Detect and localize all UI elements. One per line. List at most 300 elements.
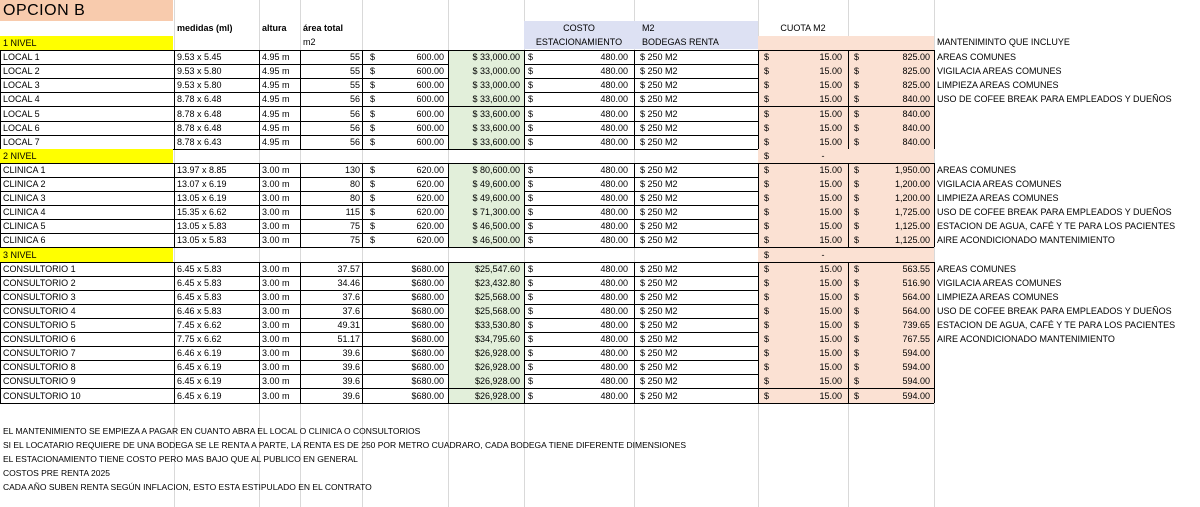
- unit-bodega-renta: $ 250 M2: [640, 179, 678, 189]
- unit-bodega-renta: $ 250 M2: [640, 108, 678, 119]
- mant-incluye-item: USO DE COFEE BREAK PARA EMPLEADOS Y DUEÑOS: [937, 305, 1172, 316]
- currency-symbol: $: [528, 376, 534, 387]
- unit-estacionamiento: 480.00: [600, 221, 628, 232]
- column-border: [448, 262, 449, 403]
- unit-precio-m2: 600.00: [416, 80, 444, 91]
- unit-estacionamiento: 480.00: [600, 348, 628, 359]
- unit-name: CLINICA 4: [3, 207, 46, 218]
- currency-symbol: $: [370, 136, 376, 147]
- unit-renta: $ 49,600.00: [472, 179, 520, 189]
- currency-symbol: $: [370, 193, 376, 204]
- unit-estacionamiento: 480.00: [600, 263, 628, 274]
- header-m2: m2: [303, 37, 316, 47]
- header-medidas: medidas (ml): [177, 23, 233, 33]
- unit-altura: 3.00 m: [262, 221, 290, 232]
- unit-medidas: 6.45 x 6.19: [177, 390, 222, 401]
- unit-precio-m2: 600.00: [416, 136, 444, 147]
- unit-medidas: 9.53 x 5.45: [177, 52, 222, 63]
- mant-incluye-item: LIMPIEZA AREAS COMUNES: [937, 80, 1059, 91]
- unit-estacionamiento: 480.00: [600, 320, 628, 330]
- unit-precio-m2: $680.00: [411, 291, 444, 302]
- currency-symbol: $: [764, 277, 770, 288]
- column-border: [259, 50, 260, 149]
- section-top-border: [0, 262, 934, 263]
- unit-bodega-renta: $ 250 M2: [640, 390, 678, 401]
- unit-bodega-renta: $ 250 M2: [640, 291, 678, 302]
- unit-estacionamiento: 480.00: [600, 291, 628, 302]
- unit-renta: $ 46,500.00: [472, 221, 520, 232]
- unit-altura: 3.00 m: [262, 291, 290, 302]
- currency-symbol: $: [764, 80, 770, 91]
- unit-renta: $ 33,000.00: [472, 52, 520, 63]
- unit-precio-m2: 600.00: [416, 108, 444, 119]
- unit-medidas: 9.53 x 5.80: [177, 80, 222, 91]
- unit-area: 55: [349, 66, 360, 77]
- unit-area: 49.31: [337, 320, 360, 330]
- currency-symbol: $: [764, 52, 770, 63]
- currency-symbol: $: [764, 122, 770, 133]
- unit-precio-m2: 620.00: [416, 235, 444, 246]
- currency-symbol: $: [854, 291, 860, 302]
- header-area-total: área total: [303, 23, 344, 33]
- unit-altura: 3.00 m: [262, 320, 290, 330]
- unit-renta: $26,928.00: [474, 376, 520, 387]
- unit-name: CONSULTORIO 9: [3, 376, 76, 387]
- unit-cuota: 15.00: [819, 320, 842, 330]
- column-border: [362, 262, 363, 403]
- unit-renta: $23,432.80: [474, 277, 520, 288]
- header-mant-incluye: MANTENIMINTO QUE INCLUYE: [937, 37, 1070, 47]
- unit-estacionamiento: 480.00: [600, 235, 628, 246]
- unit-name: CLINICA 1: [3, 164, 46, 175]
- unit-medidas: 13.05 x 5.83: [177, 221, 227, 232]
- nivel-label: 1 NIVEL: [3, 38, 37, 48]
- unit-area: 37.6: [342, 305, 360, 316]
- currency-symbol: $: [854, 80, 860, 91]
- column-border: [300, 50, 301, 149]
- unit-mantenimiento: 564.00: [902, 305, 930, 316]
- unit-name: CONSULTORIO 4: [3, 305, 76, 316]
- unit-mantenimiento: 825.00: [902, 66, 930, 77]
- currency-symbol: $: [854, 376, 860, 387]
- unit-bodega-renta: $ 250 M2: [640, 376, 678, 387]
- unit-area: 56: [349, 108, 360, 119]
- unit-renta: $ 33,600.00: [472, 136, 520, 147]
- unit-bodega-renta: $ 250 M2: [640, 362, 678, 373]
- unit-medidas: 6.45 x 5.83: [177, 291, 222, 302]
- unit-medidas: 13.05 x 6.19: [177, 193, 227, 204]
- unit-medidas: 6.45 x 6.19: [177, 362, 222, 373]
- unit-bodega-renta: $ 250 M2: [640, 136, 678, 147]
- unit-area: 56: [349, 122, 360, 133]
- mant-incluye-item: VIGILACIA AREAS COMUNES: [937, 277, 1062, 288]
- mant-incluye-item: USO DE COFEE BREAK PARA EMPLEADOS Y DUEÑOS: [937, 94, 1172, 105]
- currency-symbol: $: [528, 221, 534, 232]
- currency-symbol: $: [370, 66, 376, 77]
- column-border: [0, 262, 1, 403]
- unit-bodega-renta: $ 250 M2: [640, 277, 678, 288]
- currency-symbol: $: [528, 334, 534, 345]
- column-border: [848, 163, 849, 248]
- currency-symbol: $: [854, 122, 860, 133]
- unit-renta: $ 80,600.00: [472, 164, 520, 175]
- cuota-blank: -: [821, 249, 825, 260]
- unit-estacionamiento: 480.00: [600, 164, 628, 175]
- unit-estacionamiento: 480.00: [600, 122, 628, 133]
- unit-medidas: 8.78 x 6.48: [177, 122, 222, 133]
- unit-mantenimiento: 840.00: [902, 136, 930, 147]
- unit-cuota: 15.00: [819, 108, 842, 119]
- unit-mantenimiento: 1,200.00: [894, 179, 930, 189]
- unit-name: CLINICA 6: [3, 235, 46, 246]
- column-border: [362, 163, 363, 248]
- column-border: [259, 163, 260, 248]
- currency-symbol: $: [528, 277, 534, 288]
- unit-renta: $26,928.00: [474, 390, 520, 401]
- currency-symbol: $: [854, 221, 860, 232]
- unit-cuota: 15.00: [819, 164, 842, 175]
- unit-renta: $33,530.80: [474, 320, 520, 330]
- unit-bodega-renta: $ 250 M2: [640, 164, 678, 175]
- unit-renta: $ 33,600.00: [472, 94, 520, 105]
- currency-symbol: $: [528, 52, 534, 63]
- unit-renta: $ 33,000.00: [472, 66, 520, 77]
- currency-symbol: $: [764, 390, 770, 401]
- unit-renta: $25,568.00: [474, 291, 520, 302]
- unit-bodega-renta: $ 250 M2: [640, 94, 678, 105]
- unit-estacionamiento: 480.00: [600, 52, 628, 63]
- unit-estacionamiento: 480.00: [600, 390, 628, 401]
- unit-medidas: 13.97 x 8.85: [177, 164, 227, 175]
- currency-symbol: $: [370, 80, 376, 91]
- currency-symbol: $: [528, 348, 534, 359]
- unit-area: 80: [349, 179, 360, 189]
- column-border: [259, 262, 260, 403]
- unit-area: 130: [344, 164, 360, 175]
- unit-area: 56: [349, 94, 360, 105]
- unit-area: 34.46: [337, 277, 360, 288]
- column-border: [634, 262, 635, 403]
- mant-incluye-item: AREAS COMUNES: [937, 164, 1017, 175]
- nivel-label: 2 NIVEL: [3, 150, 37, 161]
- unit-cuota: 15.00: [819, 334, 842, 345]
- unit-altura: 3.00 m: [262, 348, 290, 359]
- unit-altura: 3.00 m: [262, 263, 290, 274]
- unit-cuota: 15.00: [819, 136, 842, 147]
- salmon-band: [758, 36, 934, 50]
- mant-incluye-item: VIGILACIA AREAS COMUNES: [937, 66, 1062, 77]
- unit-mantenimiento: 825.00: [902, 52, 930, 63]
- currency-symbol: $: [764, 362, 770, 373]
- unit-medidas: 7.75 x 6.62: [177, 334, 222, 345]
- unit-mantenimiento: 594.00: [902, 348, 930, 359]
- unit-bodega-renta: $ 250 M2: [640, 348, 678, 359]
- unit-estacionamiento: 480.00: [600, 334, 628, 345]
- currency-symbol: $: [764, 94, 770, 105]
- unit-estacionamiento: 480.00: [600, 108, 628, 119]
- currency-symbol: $: [370, 235, 376, 246]
- column-border: [524, 50, 525, 149]
- currency-symbol: $: [854, 334, 860, 345]
- unit-area: 55: [349, 80, 360, 91]
- unit-renta: $ 33,000.00: [472, 80, 520, 91]
- unit-mantenimiento: 564.00: [902, 291, 930, 302]
- unit-name: CLINICA 5: [3, 221, 46, 232]
- header-cuota: CUOTA M2: [780, 23, 826, 33]
- unit-altura: 4.95 m: [262, 122, 290, 133]
- unit-precio-m2: $680.00: [411, 320, 444, 330]
- column-border: [174, 50, 175, 149]
- currency-symbol: $: [370, 52, 376, 63]
- currency-symbol: $: [370, 164, 376, 175]
- unit-mantenimiento: 594.00: [902, 376, 930, 387]
- note-line: SI EL LOCATARIO REQUIERE DE UNA BODEGA SE LE RENTA A PARTE, LA RENTA ES DE 250 POR METRO CUADRARO, CADA BODEGA TIENE DIFERENTE DIMENSIONES: [3, 439, 687, 450]
- unit-area: 39.6: [342, 376, 360, 387]
- currency-symbol: $: [854, 320, 860, 330]
- unit-altura: 3.00 m: [262, 207, 290, 218]
- unit-name: CONSULTORIO 8: [3, 362, 76, 373]
- unit-renta: $ 33,600.00: [472, 122, 520, 133]
- unit-estacionamiento: 480.00: [600, 66, 628, 77]
- unit-cuota: 15.00: [819, 193, 842, 204]
- column-border: [448, 50, 449, 149]
- currency-symbol: $: [854, 164, 860, 175]
- unit-medidas: 8.78 x 6.43: [177, 136, 222, 147]
- unit-medidas: 9.53 x 5.80: [177, 66, 222, 77]
- unit-cuota: 15.00: [819, 390, 842, 401]
- currency-symbol: $: [528, 136, 534, 147]
- currency-symbol: $: [854, 108, 860, 119]
- unit-mantenimiento: 1,725.00: [894, 207, 930, 218]
- unit-precio-m2: 600.00: [416, 52, 444, 63]
- unit-bodega-renta: $ 250 M2: [640, 52, 678, 63]
- currency-symbol: $: [854, 305, 860, 316]
- unit-precio-m2: 600.00: [416, 122, 444, 133]
- unit-medidas: 13.05 x 5.83: [177, 235, 227, 246]
- unit-area: 80: [349, 193, 360, 204]
- currency-symbol: $: [528, 305, 534, 316]
- column-border: [524, 262, 525, 403]
- currency-symbol: $: [764, 221, 770, 232]
- unit-estacionamiento: 480.00: [600, 94, 628, 105]
- unit-mantenimiento: 594.00: [902, 390, 930, 401]
- currency-symbol: $: [854, 179, 860, 189]
- unit-estacionamiento: 480.00: [600, 193, 628, 204]
- unit-altura: 3.00 m: [262, 235, 290, 246]
- unit-medidas: 6.45 x 5.83: [177, 263, 222, 274]
- currency-symbol: $: [528, 193, 534, 204]
- currency-symbol: $: [370, 221, 376, 232]
- column-border: [174, 262, 175, 403]
- unit-medidas: 13.07 x 6.19: [177, 179, 227, 189]
- currency-symbol: $: [764, 235, 770, 246]
- currency-symbol: $: [528, 320, 534, 330]
- currency-symbol: $: [370, 122, 376, 133]
- note-line: EL MANTENIMIENTO SE EMPIEZA A PAGAR EN CUANTO ABRA EL LOCAL O CLINICA O CONSULTORIOS: [3, 425, 421, 436]
- unit-cuota: 15.00: [819, 66, 842, 77]
- mant-incluye-item: AIRE ACONDICIONADO MANTENIMIENTO: [937, 334, 1115, 345]
- unit-name: CONSULTORIO 1: [3, 263, 76, 274]
- unit-bodega-renta: $ 250 M2: [640, 334, 678, 345]
- unit-area: 39.6: [342, 390, 360, 401]
- currency-symbol: $: [370, 207, 376, 218]
- note-line: EL ESTACIONAMIENTO TIENE COSTO PERO MAS BAJO QUE AL PUBLICO EN GENERAL: [3, 453, 358, 464]
- unit-renta: $26,928.00: [474, 348, 520, 359]
- header-bodegas-renta: BODEGAS RENTA: [642, 37, 719, 47]
- column-border: [848, 50, 849, 149]
- unit-renta: $ 49,600.00: [472, 193, 520, 204]
- unit-altura: 3.00 m: [262, 277, 290, 288]
- unit-estacionamiento: 480.00: [600, 179, 628, 189]
- currency-symbol: $: [854, 52, 860, 63]
- currency-symbol: $: [854, 277, 860, 288]
- currency-symbol: $: [528, 390, 534, 401]
- unit-mantenimiento: 1,125.00: [894, 221, 930, 232]
- currency-symbol: $: [854, 235, 860, 246]
- unit-cuota: 15.00: [819, 277, 842, 288]
- currency-symbol: $: [528, 94, 534, 105]
- currency-symbol: $: [764, 164, 770, 175]
- mant-incluye-item: ESTACION DE AGUA, CAFÉ Y TE PARA LOS PACIENTES: [937, 320, 1176, 330]
- unit-area: 37.57: [337, 263, 360, 274]
- header-m2-bodegas: M2: [642, 23, 655, 33]
- unit-altura: 3.00 m: [262, 376, 290, 387]
- unit-bodega-renta: $ 250 M2: [640, 235, 678, 246]
- unit-altura: 3.00 m: [262, 390, 290, 401]
- currency-symbol: $: [764, 207, 770, 218]
- unit-mantenimiento: 767.55: [902, 334, 930, 345]
- unit-medidas: 8.78 x 6.48: [177, 108, 222, 119]
- unit-bodega-renta: $ 250 M2: [640, 305, 678, 316]
- currency-symbol: $: [854, 207, 860, 218]
- unit-bodega-renta: $ 250 M2: [640, 80, 678, 91]
- unit-altura: 4.95 m: [262, 94, 290, 105]
- unit-estacionamiento: 480.00: [600, 136, 628, 147]
- currency-symbol: $: [528, 108, 534, 119]
- unit-bodega-renta: $ 250 M2: [640, 193, 678, 204]
- unit-altura: 4.95 m: [262, 80, 290, 91]
- currency-symbol: $: [854, 94, 860, 105]
- unit-mantenimiento: 563.55: [902, 263, 930, 274]
- unit-precio-m2: $680.00: [411, 263, 444, 274]
- sheet-title: OPCION B: [0, 0, 173, 21]
- currency-symbol: $: [528, 362, 534, 373]
- unit-altura: 3.00 m: [262, 179, 290, 189]
- mant-incluye-item: LIMPIEZA AREAS COMUNES: [937, 193, 1059, 204]
- unit-area: 39.6: [342, 362, 360, 373]
- unit-renta: $ 71,300.00: [472, 207, 520, 218]
- unit-cuota: 15.00: [819, 179, 842, 189]
- unit-name: LOCAL 4: [3, 94, 40, 105]
- unit-altura: 3.00 m: [262, 164, 290, 175]
- unit-name: LOCAL 1: [3, 52, 40, 63]
- unit-cuota: 15.00: [819, 52, 842, 63]
- unit-mantenimiento: 840.00: [902, 122, 930, 133]
- column-border: [362, 50, 363, 149]
- unit-cuota: 15.00: [819, 207, 842, 218]
- currency-symbol: $: [764, 263, 770, 274]
- mant-incluye-item: AIRE ACONDICIONADO MANTENIMIENTO: [937, 235, 1115, 246]
- column-border: [524, 163, 525, 248]
- unit-bodega-renta: $ 250 M2: [640, 207, 678, 218]
- cuota-blank: -: [821, 150, 825, 161]
- unit-altura: 3.00 m: [262, 305, 290, 316]
- currency-symbol: $: [854, 66, 860, 77]
- column-border: [934, 50, 935, 149]
- unit-bodega-renta: $ 250 M2: [640, 66, 678, 77]
- unit-altura: 4.95 m: [262, 136, 290, 147]
- unit-altura: 4.95 m: [262, 66, 290, 77]
- unit-name: LOCAL 5: [3, 108, 40, 119]
- unit-name: CONSULTORIO 7: [3, 348, 76, 359]
- section-top-border: [0, 163, 934, 164]
- unit-estacionamiento: 480.00: [600, 362, 628, 373]
- unit-name: CONSULTORIO 10: [3, 390, 81, 401]
- unit-precio-m2: 620.00: [416, 221, 444, 232]
- unit-altura: 4.95 m: [262, 108, 290, 119]
- mant-incluye-item: ESTACION DE AGUA, CAFÉ Y TE PARA LOS PACIENTES: [937, 221, 1176, 232]
- unit-medidas: 6.45 x 5.83: [177, 277, 222, 288]
- unit-estacionamiento: 480.00: [600, 207, 628, 218]
- unit-altura: 3.00 m: [262, 362, 290, 373]
- unit-renta: $26,928.00: [474, 362, 520, 373]
- column-border: [758, 163, 759, 248]
- currency-symbol: $: [764, 249, 770, 260]
- unit-precio-m2: $680.00: [411, 376, 444, 387]
- mant-incluye-item: VIGILACIA AREAS COMUNES: [937, 179, 1062, 189]
- currency-symbol: $: [764, 320, 770, 330]
- header-costo: COSTO: [563, 23, 595, 33]
- unit-altura: 3.00 m: [262, 193, 290, 204]
- unit-precio-m2: 620.00: [416, 164, 444, 175]
- currency-symbol: $: [764, 291, 770, 302]
- column-border: [848, 262, 849, 403]
- column-border: [174, 163, 175, 248]
- unit-precio-m2: $680.00: [411, 362, 444, 373]
- currency-symbol: $: [528, 207, 534, 218]
- currency-symbol: $: [764, 334, 770, 345]
- unit-area: 39.6: [342, 348, 360, 359]
- unit-mantenimiento: 1,125.00: [894, 235, 930, 246]
- unit-precio-m2: 620.00: [416, 179, 444, 189]
- currency-symbol: $: [528, 80, 534, 91]
- unit-estacionamiento: 480.00: [600, 80, 628, 91]
- unit-renta: $ 33,600.00: [472, 108, 520, 119]
- section-top-border: [0, 50, 934, 51]
- unit-altura: 4.95 m: [262, 52, 290, 63]
- unit-precio-m2: 620.00: [416, 193, 444, 204]
- mant-incluye-item: USO DE COFEE BREAK PARA EMPLEADOS Y DUEÑOS: [937, 207, 1172, 218]
- unit-precio-m2: $680.00: [411, 390, 444, 401]
- unit-renta: $25,547.60: [474, 263, 520, 274]
- currency-symbol: $: [528, 122, 534, 133]
- column-border: [448, 163, 449, 248]
- unit-cuota: 15.00: [819, 122, 842, 133]
- mant-incluye-item: AREAS COMUNES: [937, 52, 1017, 63]
- unit-mantenimiento: 840.00: [902, 108, 930, 119]
- unit-cuota: 15.00: [819, 291, 842, 302]
- unit-name: LOCAL 6: [3, 122, 40, 133]
- unit-cuota: 15.00: [819, 362, 842, 373]
- currency-symbol: $: [854, 348, 860, 359]
- unit-area: 75: [349, 235, 360, 246]
- unit-area: 37.6: [342, 291, 360, 302]
- currency-symbol: $: [764, 179, 770, 189]
- column-border: [758, 50, 759, 149]
- unit-cuota: 15.00: [819, 348, 842, 359]
- unit-precio-m2: $680.00: [411, 334, 444, 345]
- column-border: [758, 262, 759, 403]
